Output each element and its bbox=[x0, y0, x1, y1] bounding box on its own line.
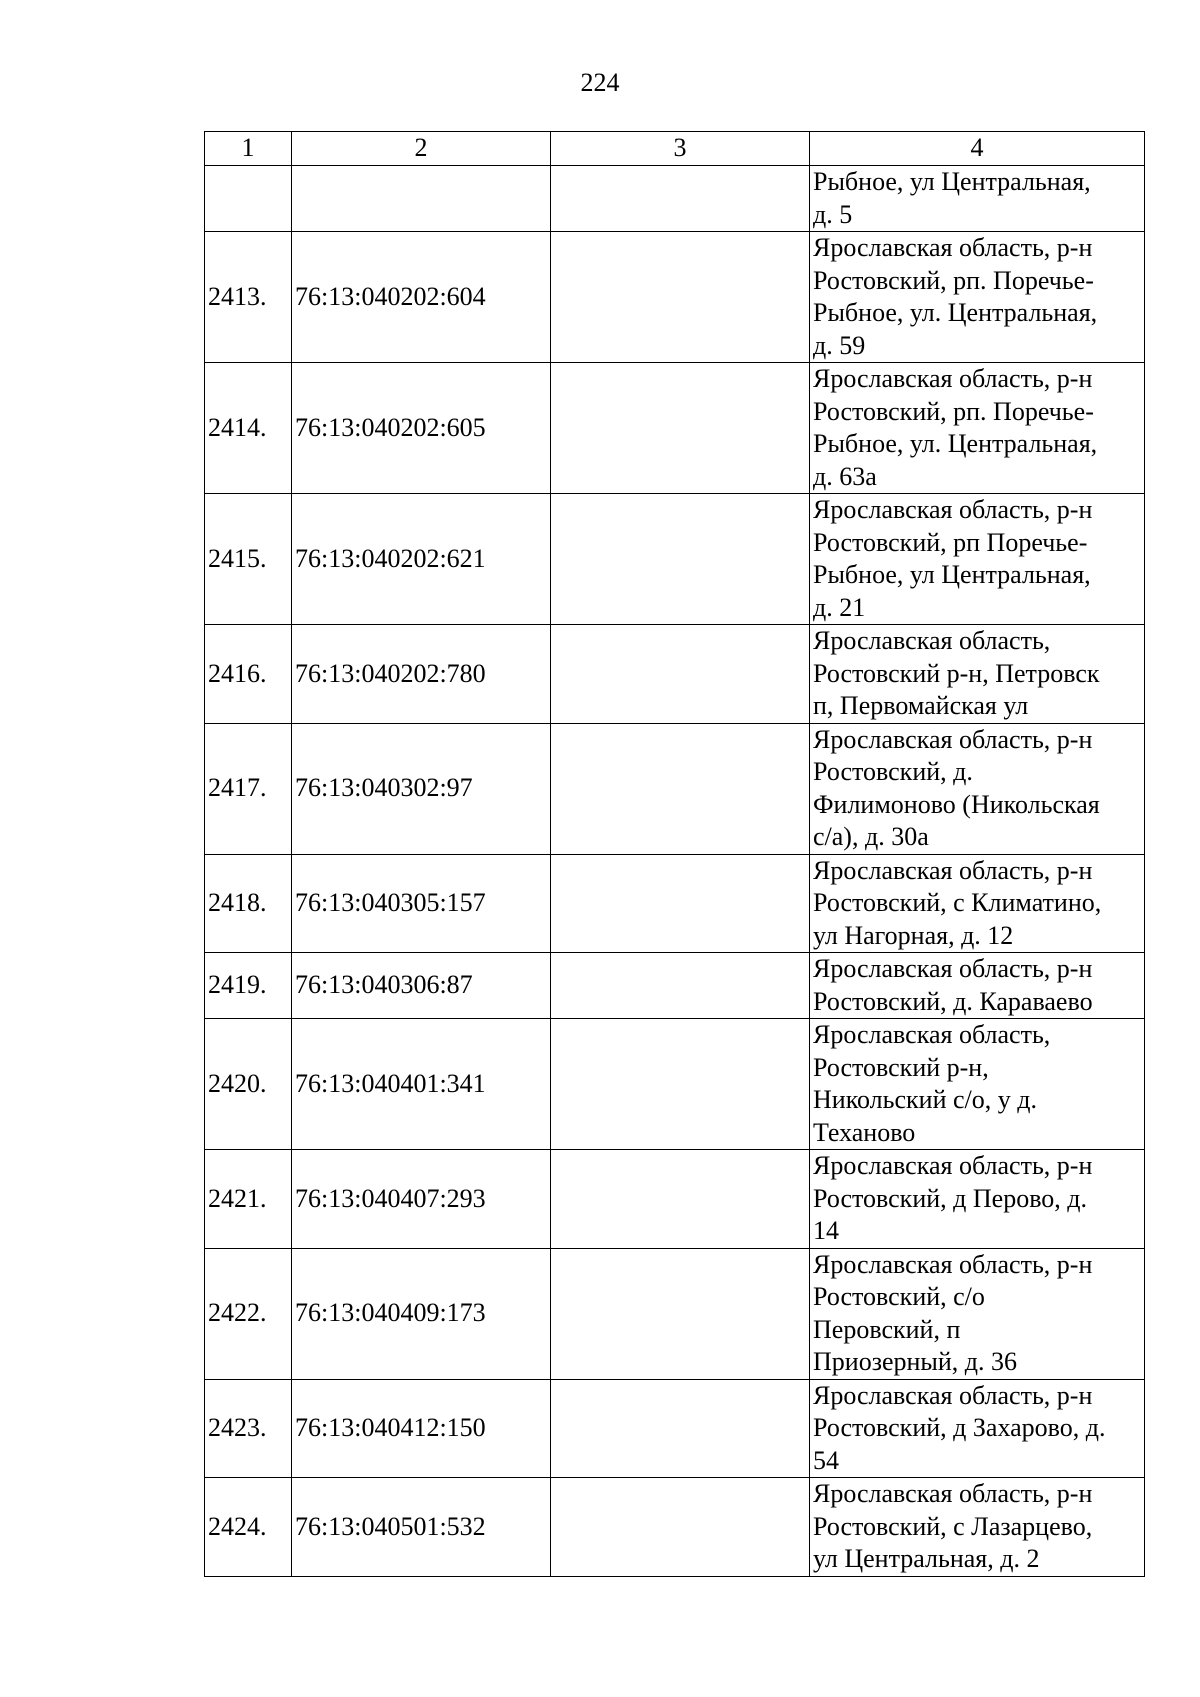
table-row bbox=[205, 1379, 1145, 1478]
address-line: Ростовский, рп. Поречье- bbox=[813, 265, 1094, 295]
address-cell bbox=[810, 1478, 1145, 1577]
address-cell bbox=[810, 166, 1145, 232]
table-row bbox=[205, 1019, 1145, 1150]
table-row bbox=[205, 625, 1145, 724]
address-line: Рыбное, ул. Центральная, bbox=[813, 298, 1098, 327]
address-line: п, Первомайская ул bbox=[813, 691, 1029, 720]
address-line: 14 bbox=[813, 1216, 839, 1245]
cadastral-number-cell: 76:13:040302:97 bbox=[292, 723, 551, 854]
column-3-cell bbox=[551, 1478, 810, 1577]
address-line: ул Нагорная, д. 12 bbox=[813, 920, 1014, 950]
address-line: д. 5 bbox=[813, 199, 853, 229]
address-line: Ростовский, рп Поречье- bbox=[813, 527, 1088, 557]
column-3-cell bbox=[551, 723, 810, 854]
address-line: Ярославская область, р-н bbox=[813, 364, 1093, 393]
row-number-cell: 2418. bbox=[205, 854, 292, 953]
column-3-cell bbox=[551, 232, 810, 363]
address-line: Ярославская область, р-н bbox=[813, 1151, 1093, 1180]
address-cell bbox=[810, 625, 1145, 724]
address-line: д. 21 bbox=[813, 592, 866, 622]
column-3-cell bbox=[551, 494, 810, 625]
page-number: 224 bbox=[580, 68, 620, 97]
address-line: Ярославская область, р-н bbox=[813, 724, 1093, 754]
address-line: Ростовский р-н, bbox=[813, 1052, 989, 1082]
table-row bbox=[205, 723, 1145, 854]
address-cell bbox=[810, 363, 1145, 494]
address-cell bbox=[810, 232, 1145, 363]
address-line: Филимоново (Никольская bbox=[813, 789, 1100, 819]
address-line: ул Центральная, д. 2 bbox=[813, 1544, 1040, 1573]
cadastral-number-cell: 76:13:040305:157 bbox=[292, 854, 551, 953]
address-line: Ярославская область, р-н bbox=[813, 1479, 1093, 1508]
address-cell bbox=[810, 854, 1145, 953]
register-table bbox=[204, 131, 1145, 1577]
row-number-cell: 2420. bbox=[205, 1019, 292, 1150]
cadastral-number-cell: 76:13:040306:87 bbox=[292, 953, 551, 1019]
cadastral-number-cell: 76:13:040202:605 bbox=[292, 363, 551, 494]
address-line: Никольский с/о, у д. bbox=[813, 1085, 1037, 1114]
column-3-cell bbox=[551, 166, 810, 232]
cadastral-number-cell: 76:13:040412:150 bbox=[292, 1379, 551, 1478]
address-line: Ярославская область, р-н bbox=[813, 1249, 1093, 1279]
address-cell bbox=[810, 953, 1145, 1019]
address-line: Ярославская область, р-н bbox=[813, 233, 1093, 262]
cadastral-number-cell: 76:13:040501:532 bbox=[292, 1478, 551, 1577]
table-row bbox=[205, 232, 1145, 363]
address-line: Рыбное, ул. Центральная, bbox=[813, 429, 1098, 458]
column-3-cell bbox=[551, 1248, 810, 1379]
address-line: Ярославская область, р-н bbox=[813, 954, 1093, 983]
table-row bbox=[205, 953, 1145, 1019]
row-number-cell: 2416. bbox=[205, 625, 292, 724]
table-body bbox=[205, 166, 1145, 1577]
table-header bbox=[205, 132, 1145, 166]
cadastral-number-cell: 76:13:040202:621 bbox=[292, 494, 551, 625]
cadastral-number-cell bbox=[292, 166, 551, 232]
address-line: Ростовский, д. Караваево bbox=[813, 986, 1093, 1016]
column-header-3: 3 bbox=[551, 132, 810, 166]
header-row bbox=[205, 132, 1145, 166]
address-cell bbox=[810, 1019, 1145, 1150]
address-cell bbox=[810, 1248, 1145, 1379]
address-cell bbox=[810, 1150, 1145, 1249]
column-3-cell bbox=[551, 363, 810, 494]
address-line: Ярославская область, bbox=[813, 626, 1051, 655]
address-line: Перовский, п bbox=[813, 1314, 961, 1344]
address-line: Ростовский, с/о bbox=[813, 1282, 985, 1311]
address-line: Ростовский р-н, Петровск bbox=[813, 658, 1100, 688]
table-row bbox=[205, 1150, 1145, 1249]
address-line: Приозерный, д. 36 bbox=[813, 1347, 1018, 1376]
address-line: Ростовский, рп. Поречье- bbox=[813, 396, 1094, 426]
address-line: Ярославская область, р-н bbox=[813, 1380, 1093, 1410]
address-line: д. 59 bbox=[813, 330, 866, 360]
column-header-4: 4 bbox=[810, 132, 1145, 166]
address-line: Ростовский, с Лазарцево, bbox=[813, 1511, 1093, 1541]
address-cell bbox=[810, 1379, 1145, 1478]
column-header-2: 2 bbox=[292, 132, 551, 166]
table-row bbox=[205, 854, 1145, 953]
row-number-cell: 2419. bbox=[205, 953, 292, 1019]
column-3-cell bbox=[551, 1019, 810, 1150]
table-row bbox=[205, 1478, 1145, 1577]
address-cell bbox=[810, 494, 1145, 625]
column-3-cell bbox=[551, 1150, 810, 1249]
row-number-cell: 2415. bbox=[205, 494, 292, 625]
row-number-cell: 2422. bbox=[205, 1248, 292, 1379]
cadastral-number-cell: 76:13:040202:604 bbox=[292, 232, 551, 363]
address-cell bbox=[810, 723, 1145, 854]
address-line: с/а), д. 30а bbox=[813, 822, 929, 851]
address-line: Ростовский, д. bbox=[813, 757, 973, 786]
row-number-cell: 2423. bbox=[205, 1379, 292, 1478]
address-line: Рыбное, ул Центральная, bbox=[813, 560, 1091, 589]
row-number-cell bbox=[205, 166, 292, 232]
address-line: 54 bbox=[813, 1445, 839, 1475]
table-row bbox=[205, 363, 1145, 494]
column-3-cell bbox=[551, 625, 810, 724]
cadastral-number-cell: 76:13:040401:341 bbox=[292, 1019, 551, 1150]
address-line: Ярославская область, р-н bbox=[813, 495, 1093, 524]
table-row bbox=[205, 1248, 1145, 1379]
address-line: Ярославская область, р-н bbox=[813, 855, 1093, 885]
address-line: Ростовский, с Климатино, bbox=[813, 888, 1102, 917]
row-number-cell: 2424. bbox=[205, 1478, 292, 1577]
cadastral-number-cell: 76:13:040202:780 bbox=[292, 625, 551, 724]
cadastral-number-cell: 76:13:040409:173 bbox=[292, 1248, 551, 1379]
address-line: д. 63а bbox=[813, 461, 877, 491]
cadastral-number-cell: 76:13:040407:293 bbox=[292, 1150, 551, 1249]
address-line: Ярославская область, bbox=[813, 1020, 1051, 1049]
column-3-cell bbox=[551, 953, 810, 1019]
row-number-cell: 2413. bbox=[205, 232, 292, 363]
column-header-1: 1 bbox=[205, 132, 292, 166]
row-number-cell: 2414. bbox=[205, 363, 292, 494]
address-line: Рыбное, ул Центральная, bbox=[813, 167, 1091, 196]
address-line: Ростовский, д Захарово, д. bbox=[813, 1413, 1106, 1442]
column-3-cell bbox=[551, 854, 810, 953]
row-number-cell: 2417. bbox=[205, 723, 292, 854]
address-line: Теханово bbox=[813, 1117, 916, 1147]
table-row bbox=[205, 494, 1145, 625]
row-number-cell: 2421. bbox=[205, 1150, 292, 1249]
table-row bbox=[205, 166, 1145, 232]
column-3-cell bbox=[551, 1379, 810, 1478]
address-line: Ростовский, д Перово, д. bbox=[813, 1183, 1088, 1213]
